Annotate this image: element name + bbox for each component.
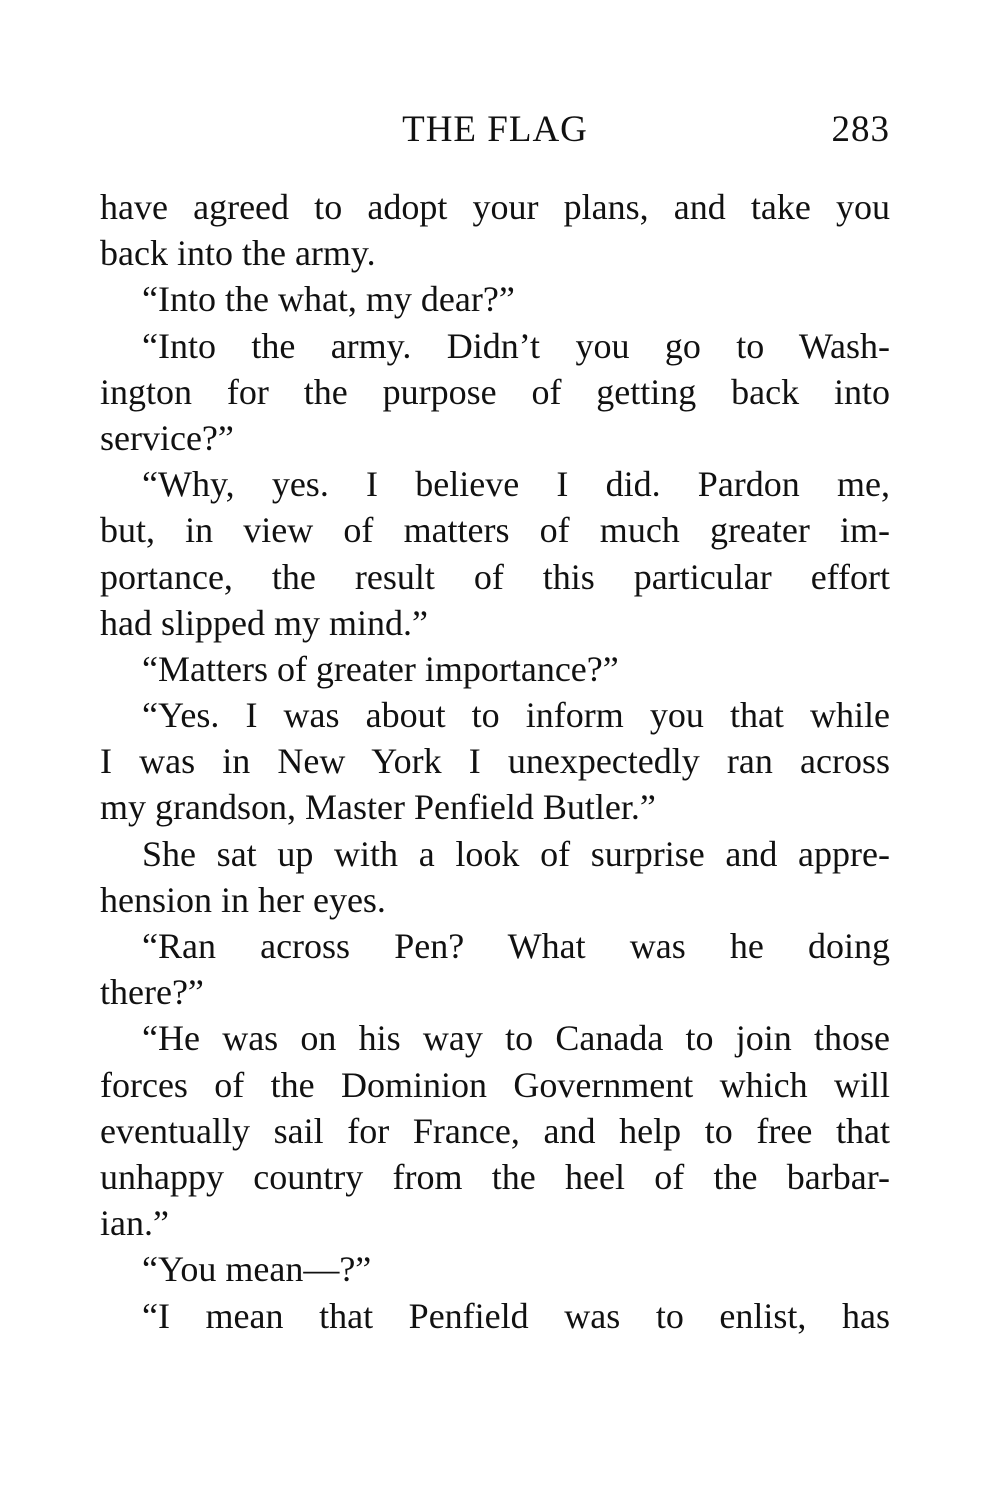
text-line: “Into the army. Didn’t you go to Wash- [142, 325, 890, 366]
body-text [100, 184, 890, 1339]
text-line: “Into the what, my dear?” [142, 279, 515, 320]
text-line: “Matters of greater importance?” [142, 648, 619, 689]
running-head [100, 108, 890, 164]
text-line: there?” [100, 972, 204, 1013]
text-line: ian.” [100, 1203, 169, 1244]
text-line: I was in New York I unexpectedly ran across [100, 741, 890, 782]
text-line: “I mean that Penfield was to enlist, has [142, 1295, 890, 1336]
text-line: ington for the purpose of getting back into [100, 371, 890, 412]
text-line: portance, the result of this particular effort [100, 556, 890, 597]
text-line: had slipped my mind.” [100, 602, 428, 643]
text-line: but, in view of matters of much greater im- [100, 510, 890, 551]
running-title: THE FLAG [402, 109, 588, 150]
page-number: 283 [831, 109, 890, 150]
text-line: She sat up with a look of surprise and appre- [142, 833, 890, 874]
text-line: hension in her eyes. [100, 879, 386, 920]
text-line: back into the army. [100, 233, 376, 274]
text-line: “He was on his way to Canada to join those [142, 1018, 890, 1059]
text-line: eventually sail for France, and help to free that [100, 1110, 890, 1151]
text-line: “Yes. I was about to inform you that while [142, 695, 890, 736]
text-line: service?” [100, 417, 234, 458]
text-line: “Why, yes. I believe I did. Pardon me, [142, 464, 890, 505]
text-line: forces of the Dominion Government which will [100, 1064, 890, 1105]
text-line: my grandson, Master Penfield Butler.” [100, 787, 656, 828]
text-line: have agreed to adopt your plans, and take you [100, 187, 890, 227]
text-line: unhappy country from the heel of the barbar- [100, 1156, 890, 1197]
text-line: “You mean—?” [142, 1249, 372, 1290]
text-line: “Ran across Pen? What was he doing [142, 926, 890, 966]
